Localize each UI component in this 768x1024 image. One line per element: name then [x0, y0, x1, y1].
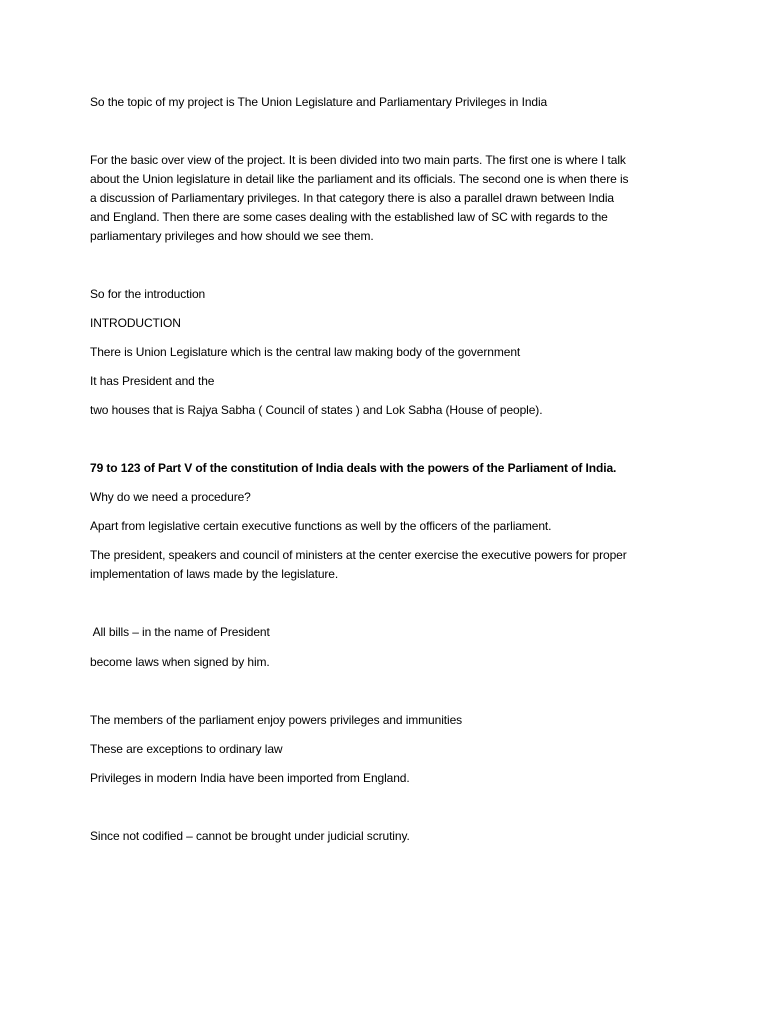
- overview-line: and England. Then there are some cases dealing with the established law of SC with regards to the: [90, 210, 608, 224]
- paragraph-union-legislature: There is Union Legislature which is the central law making body of the government: [90, 345, 521, 359]
- paragraph-all-bills: All bills – in the name of President: [90, 625, 270, 639]
- overview-line: For the basic over view of the project. It is been divided into two main parts. The first one is where I talk: [90, 153, 626, 167]
- executive-powers-line: The president, speakers and council of ministers at the center exercise the executive powers for proper: [90, 548, 627, 562]
- paragraph-procedure-question: Why do we need a procedure?: [90, 490, 251, 504]
- paragraph-two-houses: two houses that is Rajya Sabha ( Council of states ) and Lok Sabha (House of people).: [90, 403, 543, 417]
- overview-line: about the Union legislature in detail like the parliament and its officials. The second one is when there is: [90, 172, 629, 186]
- paragraph-overview: [90, 151, 680, 246]
- executive-powers-line: implementation of laws made by the legislature.: [90, 567, 339, 581]
- overview-line: parliamentary privileges and how should we see them.: [90, 229, 374, 243]
- paragraph-introduction-heading: INTRODUCTION: [90, 316, 181, 330]
- paragraph-become-laws: become laws when signed by him.: [90, 655, 270, 669]
- paragraph-not-codified: Since not codified – cannot be brought under judicial scrutiny.: [90, 829, 410, 843]
- paragraph-intro-lead: So for the introduction: [90, 287, 206, 301]
- paragraph-exceptions: These are exceptions to ordinary law: [90, 742, 283, 756]
- paragraph-imported-privileges: Privileges in modern India have been imported from England.: [90, 771, 410, 785]
- paragraph-executive-powers: [90, 546, 680, 584]
- paragraph-members-privileges: The members of the parliament enjoy powers privileges and immunities: [90, 713, 463, 727]
- overview-line: a discussion of Parliamentary privileges. In that category there is also a parallel drawn between India: [90, 191, 614, 205]
- paragraph-president: It has President and the: [90, 374, 215, 388]
- paragraph-executive-functions: Apart from legislative certain executive functions as well by the officers of the parliament.: [90, 519, 552, 533]
- paragraph-constitution-articles: 79 to 123 of Part V of the constitution of India deals with the powers of the Parliament of India.: [90, 461, 617, 475]
- paragraph-topic: So the topic of my project is The Union Legislature and Parliamentary Privileges in India: [90, 95, 548, 109]
